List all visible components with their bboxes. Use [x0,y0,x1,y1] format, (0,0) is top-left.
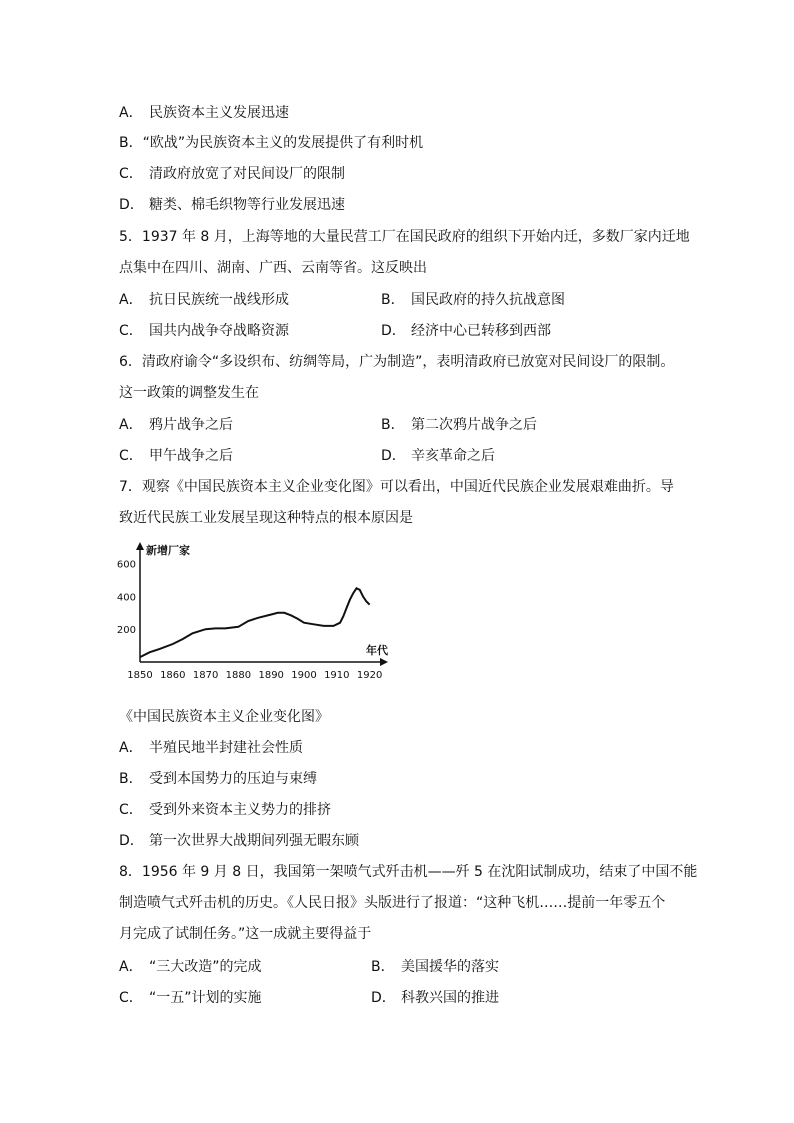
chart-x-tick-label: 1860 [160,670,186,681]
chart-x-tick-label: 1900 [291,670,317,681]
enterprise-change-chart [116,534,401,684]
q8-stem-line1: 8．1956 年 9 月 8 日，我国第一架喷气式歼击机——歼 5 在沈阳试制成功，结束了中国不能 [119,864,698,880]
chart-x-tick-label: 1920 [356,670,383,681]
q8-option-d: D． 科教兴国的推进 [371,990,499,1006]
q4-option-d: D． 糖类、棉毛织物等行业发展迅速 [119,197,345,213]
q6-option-c: C． 甲午战争之后 [119,448,233,464]
q7-option-b: B． 受到本国势力的压迫与束缚 [119,771,317,787]
q7-option-a: A． 半殖民地半封建社会性质 [119,740,303,756]
q4-option-a: A． 民族资本主义发展迅速 [119,105,289,121]
q6-option-d: D． 辛亥革命之后 [381,448,495,464]
chart-x-tick-label: 1850 [127,670,153,681]
q8-stem-line3: 月完成了试制任务。”这一成就主要得益于 [119,926,372,942]
q6-option-b: B． 第二次鸦片战争之后 [381,417,537,433]
q5-stem-line1: 5．1937 年 8 月，上海等地的大量民营工厂在国民政府的组织下开始内迁，多数厂家内迁地 [119,229,690,245]
chart-x-tick-label: 1890 [258,670,284,681]
chart-caption: 《中国民族资本主义企业变化图》 [119,709,329,725]
chart-x-tick-label: 1910 [324,670,350,681]
q4-option-c: C． 清政府放宽了对民间设厂的限制 [119,166,345,182]
q5-stem-line2: 点集中在四川、湖南、广西、云南等省。这反映出 [119,260,427,276]
q4-option-b: B．“欧战”为民族资本主义的发展提供了有利时机 [119,135,424,151]
chart-y-tick-label: 600 [116,559,136,571]
chart-series-line [140,588,370,657]
q7-stem-line2: 致近代民族工业发展呈现这种特点的根本原因是 [119,510,413,526]
q6-stem-line1: 6．清政府谕令“多设织布、纺绸等局，广为制造”，表明清政府已放宽对民间设厂的限制。 [119,354,675,370]
q5-option-b: B． 国民政府的持久抗战意图 [381,292,565,308]
chart-x-label: 年代 [366,644,388,657]
q6-option-a: A． 鸦片战争之后 [119,417,233,433]
q5-option-d: D． 经济中心已转移到西部 [381,323,551,339]
q7-option-c: C． 受到外来资本主义势力的排挤 [119,802,331,818]
q8-option-b: B． 美国援华的落实 [371,959,499,975]
chart-y-tick-label: 400 [116,592,136,604]
q7-option-d: D． 第一次世界大战期间列强无暇东顾 [119,833,359,849]
q6-stem-line2: 这一政策的调整发生在 [119,385,259,401]
q5-option-a: A． 抗日民族统一战线形成 [119,292,289,308]
q8-option-c: C． “一五”计划的实施 [119,990,262,1006]
chart-y-label: 新增厂家 [146,544,190,557]
q8-option-a: A． “三大改造”的完成 [119,959,262,975]
chart-y-tick-label: 200 [116,625,136,637]
chart-x-tick-label: 1880 [225,670,252,681]
chart-x-axis-arrow [380,658,388,666]
q8-stem-line2: 制造喷气式歼击机的历史。《人民日报》头版进行了报道：“这种飞机……提前一年零五个 [119,895,666,911]
chart-y-axis-arrow [136,542,144,550]
q7-stem-line1: 7．观察《中国民族资本主义企业变化图》可以看出，中国近代民族企业发展艰难曲折。导 [119,479,674,495]
chart-x-tick-label: 1870 [192,670,219,681]
q5-option-c: C． 国共内战争夺战略资源 [119,323,289,339]
